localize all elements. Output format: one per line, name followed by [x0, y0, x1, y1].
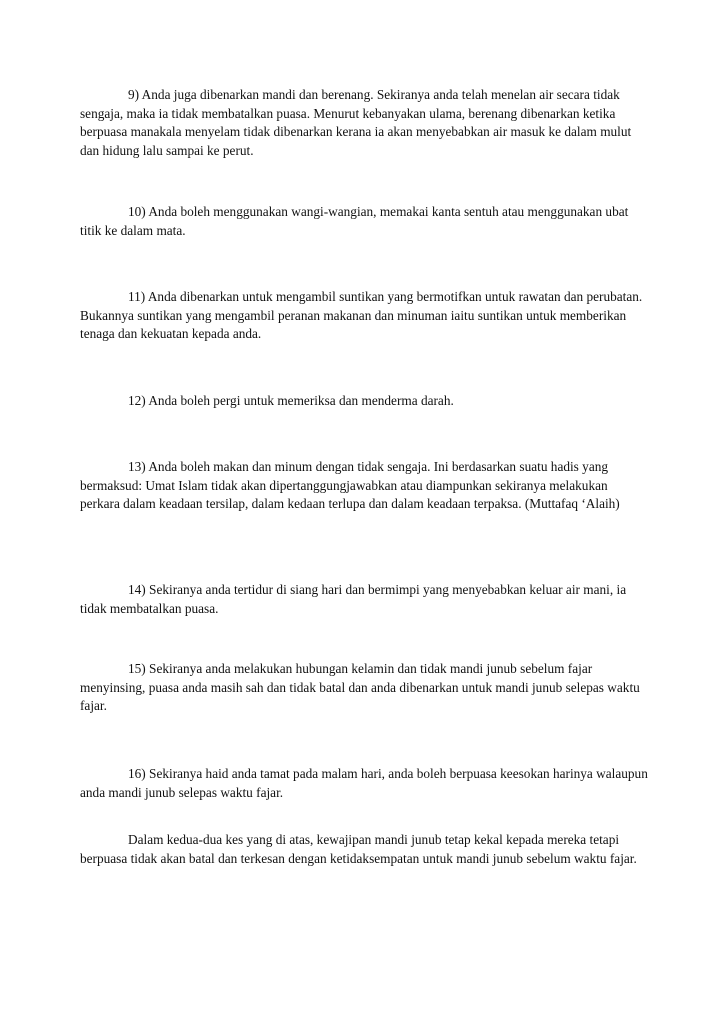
- paragraph-item-16: 16) Sekiranya haid anda tamat pada malam hari, anda boleh berpuasa keesokan harinya walaupun anda mandi junub selepas waktu fajar.: [80, 766, 648, 800]
- paragraph-item-10: 10) Anda boleh menggunakan wangi-wangian, memakai kanta sentuh atau menggunakan ubat titik ke dalam mata.: [80, 204, 629, 238]
- paragraph-item-12: 12) Anda boleh pergi untuk memeriksa dan menderma darah.: [128, 393, 454, 408]
- paragraph-item-11: 11) Anda dibenarkan untuk mengambil suntikan yang bermotifkan untuk rawatan dan perubatan. Bukannya suntikan yang mengambil peranan makanan dan minuman iaitu suntikan untuk memberikan tenaga dan kekuatan kepada anda.: [80, 289, 643, 341]
- paragraph-item-9: 9) Anda juga dibenarkan mandi dan berenang. Sekiranya anda telah menelan air secara tidak sengaja, maka ia tidak membatalkan puasa. Menurut kebanyakan ulama, berenang dibenarkan ketika berpuasa manakala menyelam tidak dibenarkan kerana ia akan menyebabkan air masuk ke dalam mulut dan hidung lalu sampai ke perut.: [80, 87, 632, 158]
- paragraph-item-15: 15) Sekiranya anda melakukan hubungan kelamin dan tidak mandi junub sebelum fajar menyinsing, puasa anda masih sah dan tidak batal dan anda dibenarkan untuk mandi junub selepas waktu fajar.: [80, 661, 640, 713]
- paragraph-item-13: 13) Anda boleh makan dan minum dengan tidak sengaja. Ini berdasarkan suatu hadis yang bermaksud: Umat Islam tidak akan dipertanggungjawabkan atau diampunkan sekiranya melakukan perkara dalam keadaan tersilap, dalam kedaan terlupa dan dalam keadaan terpaksa. (Muttafaq ‘Alaih): [80, 459, 620, 511]
- paragraph-item-14: 14) Sekiranya anda tertidur di siang hari dan bermimpi yang menyebabkan keluar air mani, ia tidak membatalkan puasa.: [80, 582, 627, 616]
- paragraph-note: Dalam kedua-dua kes yang di atas, kewajipan mandi junub tetap kekal kepada mereka tetapi berpuasa tidak akan batal dan terkesan dengan ketidaksempatan untuk mandi junub sebelum waktu fajar.: [80, 832, 637, 866]
